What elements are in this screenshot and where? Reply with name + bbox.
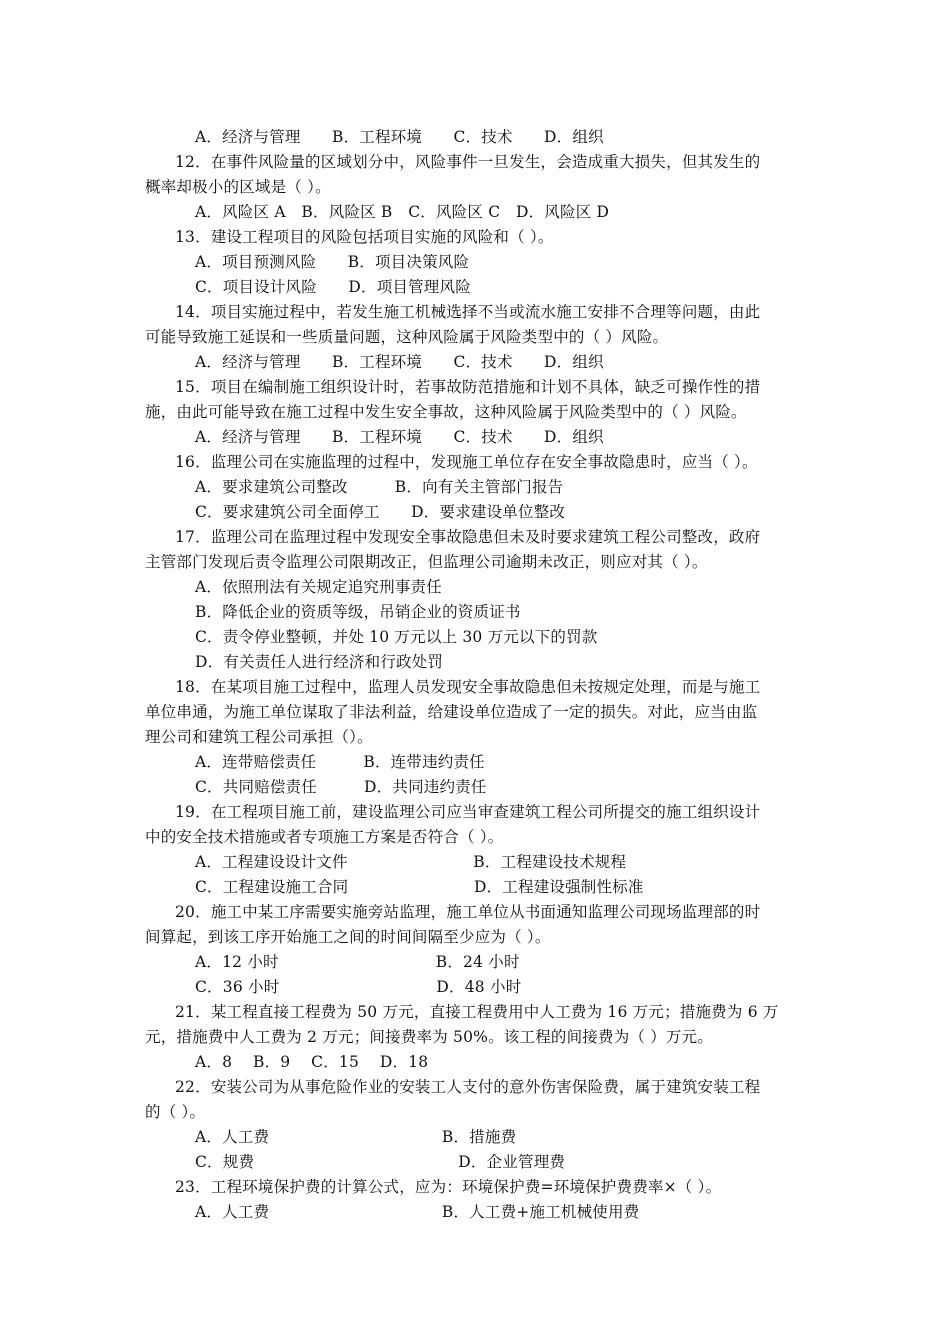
q14-text: 14．项目实施过程中，若发生施工机械选择不当或流水施工安排不合理等问题，由此 (175, 303, 761, 321)
q16-text: 16．监理公司在实施监理的过程中，发现施工单位存在安全事故隐患时，应当（ ）。 (175, 453, 758, 471)
q17-option-b: B．降低企业的资质等级，吊销企业的资质证书 (195, 603, 521, 621)
q22-text-cont: 的（ ）。 (145, 1103, 206, 1121)
q18-text-cont-2: 理公司和建筑工程公司承担（）。 (145, 728, 373, 746)
q22-text: 22．安装公司为从事危险作业的安装工人支付的意外伤害保险费，属于建筑安装工程 (175, 1078, 761, 1096)
q23-options-ab: A．人工费 B．人工费+施工机械使用费 (195, 1203, 640, 1221)
q23-text: 23．工程环境保护费的计算公式，应为：环境保护费=环境保护费费率×（ ）。 (175, 1178, 722, 1196)
q13-text: 13．建设工程项目的风险包括项目实施的风险和（ ）。 (175, 228, 554, 246)
q19-options-ab: A．工程建设设计文件 B．工程建设技术规程 (195, 853, 627, 871)
q14-text-cont: 可能导致施工延误和一些质量问题，这种风险属于风险类型中的（ ）风险。 (145, 328, 669, 346)
q16-options-cd: C．要求建筑公司全面停工 D．要求建设单位整改 (195, 503, 566, 521)
q11-options: A．经济与管理 B．工程环境 C．技术 D．组织 (195, 128, 604, 146)
q18-options-cd: C．共同赔偿责任 D．共同违约责任 (195, 778, 487, 796)
q13-options-cd: C．项目设计风险 D．项目管理风险 (195, 278, 471, 296)
q15-text: 15．项目在编制施工组织设计时，若事故防范措施和计划不具体，缺乏可操作性的措 (175, 378, 761, 396)
q20-text: 20．施工中某工序需要实施旁站监理，施工单位从书面通知监理公司现场监理部的时 (175, 903, 761, 921)
q19-text-cont: 中的安全技术措施或者专项施工方案是否符合（ ）。 (145, 828, 504, 846)
q12-text: 12．在事件风险量的区域划分中，风险事件一旦发生，会造成重大损失，但其发生的 (175, 153, 761, 171)
q21-options: A．8 B．9 C．15 D．18 (195, 1053, 429, 1071)
q12-options: A．风险区 A B．风险区 B C．风险区 C D．风险区 D (195, 203, 610, 221)
q19-options-cd: C．工程建设施工合同 D．工程建设强制性标准 (195, 878, 644, 896)
q15-text-cont: 施，由此可能导致在施工过程中发生安全事故，这种风险属于风险类型中的（ ）风险。 (145, 403, 747, 421)
q17-text: 17．监理公司在监理过程中发现安全事故隐患但未及时要求建筑工程公司整改，政府 (175, 528, 761, 546)
q21-text: 21．某工程直接工程费为 50 万元，直接工程费用中人工费为 16 万元；措施费为 6 万 (175, 1003, 779, 1021)
q17-option-c: C．责令停业整顿，并处 10 万元以上 30 万元以下的罚款 (195, 628, 598, 646)
q14-options: A．经济与管理 B．工程环境 C．技术 D．组织 (195, 353, 604, 371)
q18-text: 18．在某项目施工过程中，监理人员发现安全事故隐患但未按规定处理，而是与施工 (175, 678, 761, 696)
q21-text-cont: 元，措施费中人工费为 2 万元；间接费率为 50%。该工程的间接费为（ ）万元。 (145, 1028, 714, 1046)
q20-text-cont: 间算起，到该工序开始施工之间的时间间隔至少应为（ ）。 (145, 928, 551, 946)
q16-options-ab: A．要求建筑公司整改 B．向有关主管部门报告 (195, 478, 564, 496)
q22-options-cd: C．规费 D．企业管理费 (195, 1153, 566, 1171)
q18-text-cont: 单位串通，为施工单位谋取了非法利益，给建设单位造成了一定的损失。对此，应当由监 (145, 703, 758, 721)
q20-options-ab: A．12 小时 B．24 小时 (195, 953, 520, 971)
q17-option-d: D．有关责任人进行经济和行政处罚 (195, 653, 444, 671)
q17-option-a: A．依照刑法有关规定追究刑事责任 (195, 578, 442, 596)
q15-options: A．经济与管理 B．工程环境 C．技术 D．组织 (195, 428, 604, 446)
q19-text: 19．在工程项目施工前，建设监理公司应当审查建筑工程公司所提交的施工组织设计 (175, 803, 761, 821)
q13-options-ab: A．项目预测风险 B．项目决策风险 (195, 253, 470, 271)
q17-text-cont: 主管部门发现后责令监理公司限期改正，但监理公司逾期未改正，则应对其（ ）。 (145, 553, 708, 571)
q12-text-cont: 概率却极小的区域是（ ）。 (145, 178, 331, 196)
q18-options-ab: A．连带赔偿责任 B．连带违约责任 (195, 753, 485, 771)
q20-options-cd: C．36 小时 D．48 小时 (195, 978, 522, 996)
q22-options-ab: A．人工费 B．措施费 (195, 1128, 517, 1146)
